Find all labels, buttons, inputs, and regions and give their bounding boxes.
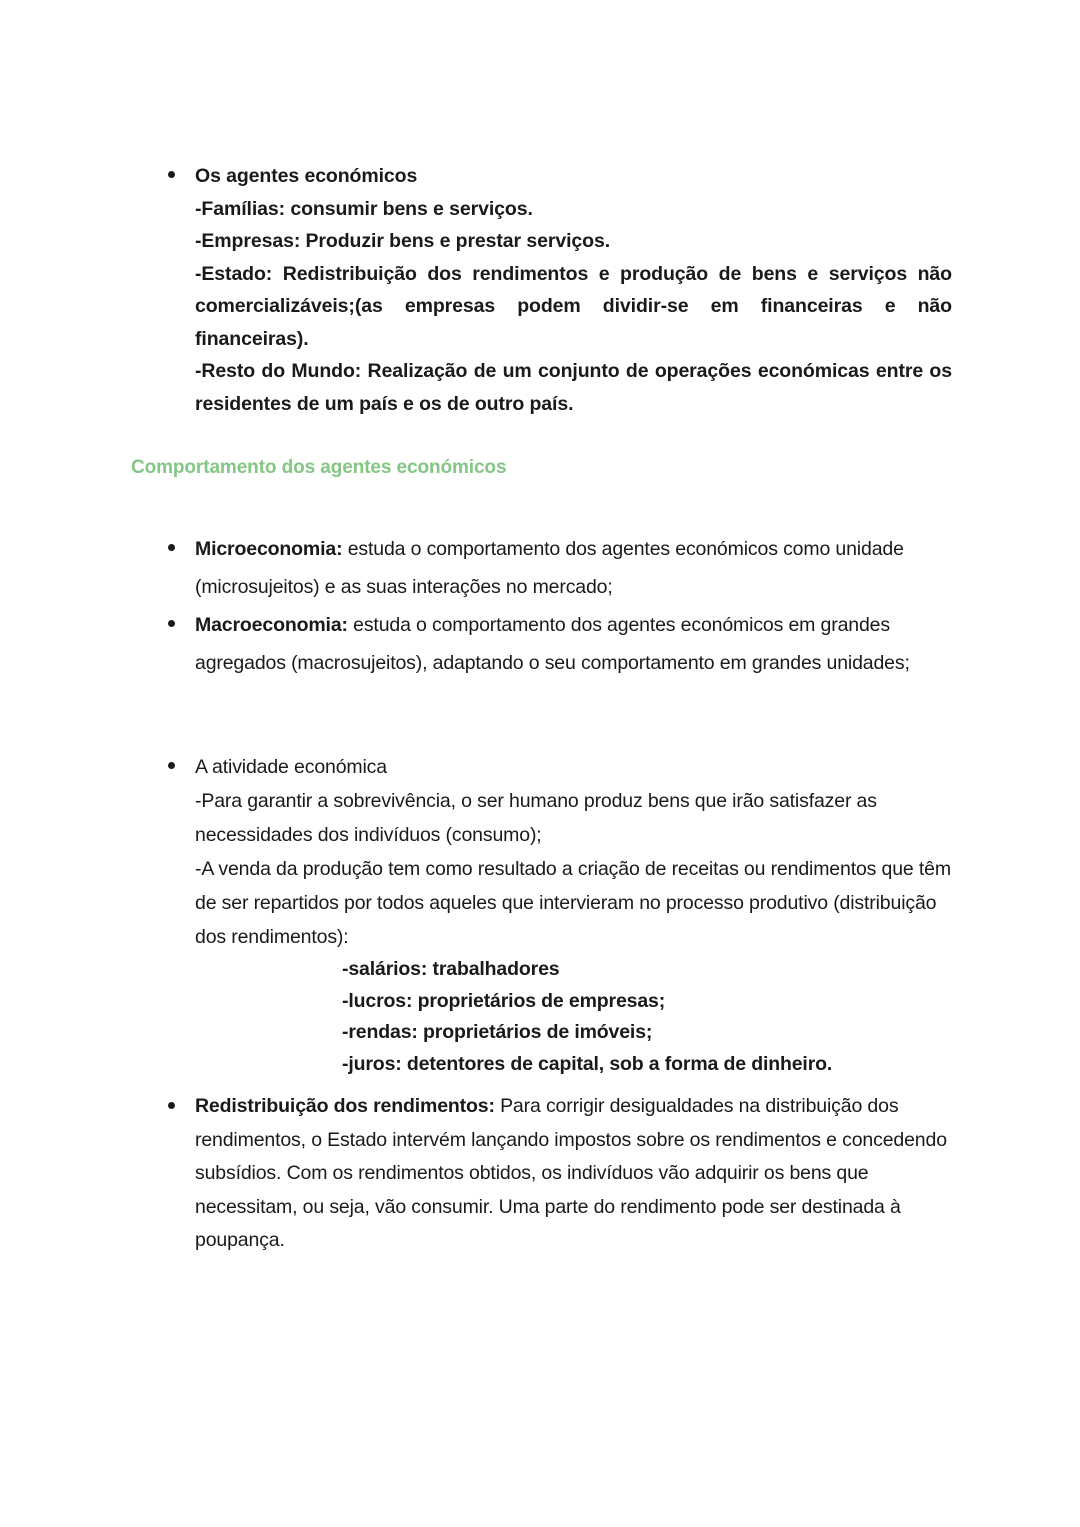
microeconomia-term: Microeconomia: — [195, 538, 343, 560]
list-item-macroeconomia — [150, 606, 960, 682]
bullet-dot-icon — [168, 1102, 175, 1109]
atividade-title: A atividade económica — [195, 756, 387, 778]
list-item — [150, 750, 962, 1080]
macroeconomia-term: Macroeconomia: — [195, 614, 348, 636]
section-agentes-economicos — [150, 160, 952, 420]
agentes-title: Os agentes económicos — [195, 165, 418, 187]
section-micro-macro — [150, 530, 960, 682]
redistribuicao-term: Redistribuição dos rendimentos: — [195, 1095, 495, 1117]
section-heading-comportamento: Comportamento dos agentes económicos — [131, 457, 507, 478]
agentes-line-familias: -Famílias: consumir bens e serviços. — [195, 197, 533, 220]
redistribuicao-body: Para corrigir desigualdades na distribuição dos rendimentos, o Estado intervém lançando impostos sobre os rendimentos e concedendo subsídios. Com os rendimentos obtidos, os indivíduos vão adquirir os bens que necessitam, ou seja, vão consumir. Uma parte do rendimento pode ser destinada à poupança. — [195, 1095, 947, 1251]
sub-item-lucros: -lucros: proprietários de empresas; — [342, 989, 666, 1012]
sub-item-salarios: -salários: trabalhadores — [342, 958, 560, 980]
list-item-redistribuicao — [150, 1090, 958, 1258]
bullet-dot-icon — [168, 620, 175, 627]
sub-item-rendas: -rendas: proprietários de imóveis; — [342, 1021, 653, 1043]
bullet-dot-icon — [168, 544, 175, 551]
section-atividade-economica — [150, 750, 962, 1080]
agentes-line-resto-do-mundo: -Resto do Mundo: Realização de um conjunto de operações económicas entre os residentes de um país e os de outro país. — [195, 360, 952, 415]
atividade-line-venda-producao: -A venda da produção tem como resultado a criação de receitas ou rendimentos que têm de ser repartidos por todos aqueles que intervieram no processo produtivo (distribuição dos rendimentos): — [195, 858, 951, 948]
macroeconomia-definition: estuda o comportamento dos agentes económicos em grandes agregados (macrosujeitos), adaptando o seu comportamento em grandes unidades; — [195, 614, 910, 674]
list-item-microeconomia — [150, 530, 960, 606]
bullet-dot-icon — [168, 762, 175, 769]
section-redistribuicao-rendimentos — [150, 1090, 958, 1258]
list-item — [150, 160, 952, 420]
agentes-line-empresas: -Empresas: Produzir bens e prestar serviços. — [195, 230, 611, 252]
agentes-line-estado: -Estado: Redistribuição dos rendimentos e produção de bens e serviços não comercializáveis;(as empresas podem dividir-se em financeiras e não financeiras). — [195, 262, 952, 350]
bullet-dot-icon — [168, 171, 175, 178]
sub-item-juros: -juros: detentores de capital, sob a forma de dinheiro. — [342, 1052, 833, 1075]
distribuicao-rendimentos-sublist — [195, 954, 962, 1080]
microeconomia-definition: estuda o comportamento dos agentes económicos como unidade (microsujeitos) e as suas interações no mercado; — [195, 538, 904, 598]
atividade-line-sobrevivencia: -Para garantir a sobrevivência, o ser humano produz bens que irão satisfazer as necessidades dos indivíduos (consumo); — [195, 790, 877, 846]
